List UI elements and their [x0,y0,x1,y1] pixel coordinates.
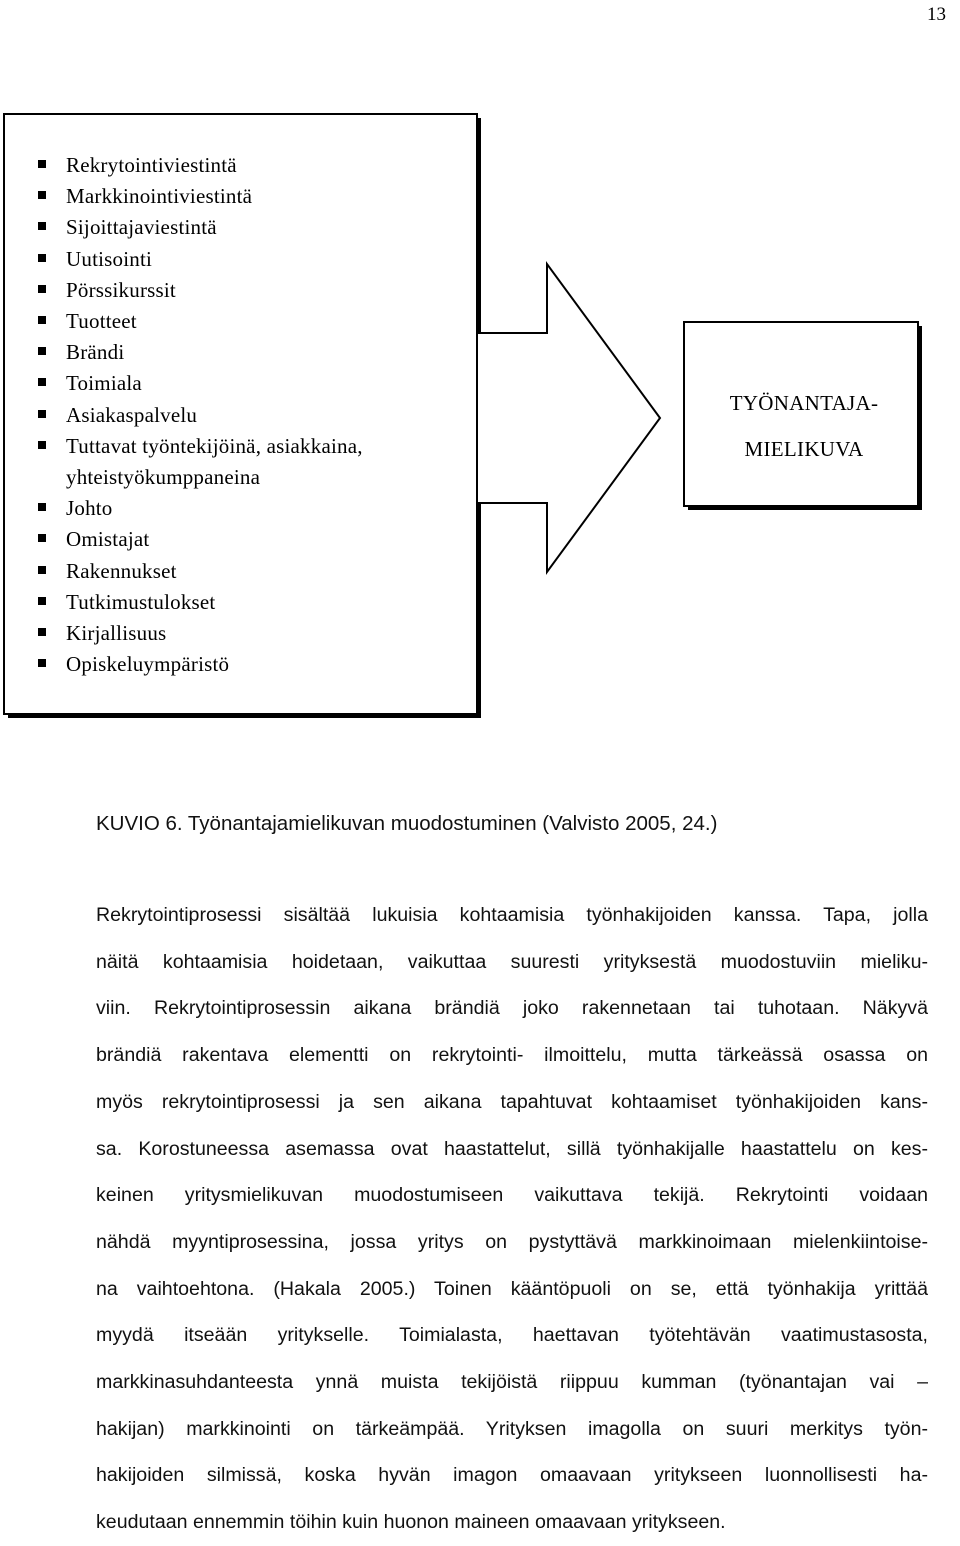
factor-list-item-label: Kirjallisuus [66,621,167,646]
factor-list-item [36,368,363,399]
square-bullet-icon [38,222,46,230]
factor-list-item-label: Opiskeluympäristö [66,652,230,677]
factor-list-item [36,587,363,618]
square-bullet-icon [38,534,46,542]
body-paragraph [96,892,928,1546]
factor-list-item [36,649,363,680]
square-bullet-icon [38,503,46,511]
factor-list-item-label: Pörssikurssit [66,277,176,302]
body-line: näitä kohtaamisia hoidetaan, vaikuttaa suuresti yrityksestä muodostuviin mieliku- [96,950,928,973]
factor-list-item-label: Omistajat [66,527,150,552]
square-bullet-icon [38,347,46,355]
factor-list-item [36,150,363,181]
square-bullet-icon [38,316,46,324]
factor-list-item-label: Johto [66,496,113,521]
factor-list [36,150,363,680]
square-bullet-icon [38,410,46,418]
target-line-1: TYÖNANTAJA- [729,391,879,415]
factor-list-item-label: Asiakaspalvelu [66,402,198,427]
square-bullet-icon [38,285,46,293]
body-line: brändiä rakentava elementti on rekrytointi- ilmoittelu, mutta tärkeässä osassa on [96,1044,928,1067]
factor-list-item [36,493,363,524]
factor-list-item-label: yhteistyökumppaneina [66,465,261,490]
body-line: Rekrytointiprosessi sisältää lukuisia kohtaamisia työnhakijoiden kanssa. Tapa, jolla [96,904,928,926]
body-line: myydä itseään yritykselle. Toimialasta, haettavan työtehtävän vaatimustasosta, [96,1324,928,1347]
square-bullet-icon [38,191,46,199]
factor-list-item-label: Rekrytointiviestintä [66,153,237,177]
factor-list-item [36,462,363,493]
body-line: hakijan) markkinointi on tärkeämpää. Yrityksen imagolla on suuri merkitys työn- [96,1417,928,1440]
arrow-shape [477,264,660,572]
factor-list-item-label: Tuotteet [66,309,137,334]
body-line: hakijoiden silmissä, koska hyvän imagon omaavaan yritykseen luonnollisesti ha- [96,1464,928,1487]
square-bullet-icon [38,160,46,168]
square-bullet-icon [38,597,46,605]
body-line: nähdä myyntiprosessina, jossa yritys on pystyttävä markkinoimaan mielenkiintoise- [96,1230,928,1253]
factor-list-item [36,556,363,587]
factor-list-item [36,244,363,275]
figure-caption: KUVIO 6. Työnantajamielikuvan muodostuminen (Valvisto 2005, 24.) [96,812,718,835]
body-line: sa. Korostuneessa asemassa ovat haastattelut, sillä työnhakijalle haastattelu on kes- [96,1137,928,1160]
square-bullet-icon [38,254,46,262]
body-line: keudutaan ennemmin töihin kuin huonon maineen omaavaan yritykseen. [96,1511,726,1534]
factor-list-item [36,212,363,243]
factor-list-item-label: Uutisointi [66,246,153,271]
square-bullet-icon [38,441,46,449]
square-bullet-icon [38,378,46,386]
body-line: myös rekrytointiprosessi ja sen aikana tapahtuvat kohtaamiset työnhakijoiden kans- [96,1090,928,1113]
page-number: 13 [927,4,946,25]
factor-list-item-label: Tutkimustulokset [66,589,216,614]
factor-list-item-label: Rakennukset [66,558,177,583]
factor-list-item [36,306,363,337]
body-line: na vaihtoehtona. (Hakala 2005.) Toinen kääntöpuoli on se, että työnhakija yrittää [96,1277,928,1300]
target-box-label [686,380,922,472]
factor-list-item-label: Sijoittajaviestintä [66,215,217,240]
factor-list-item [36,524,363,555]
factor-list-item-label: Brändi [66,340,125,365]
body-line: viin. Rekrytointiprosessin aikana brändiä joko rakennetaan tai tuhotaan. Näkyvä [96,997,928,1020]
factor-list-item [36,431,363,462]
factor-list-item [36,400,363,431]
figure-employer-image [0,0,960,760]
factor-list-item [36,275,363,306]
body-line: markkinasuhdanteesta ynnä muista tekijöistä riippuu kumman (työnantajan vai – [96,1371,928,1394]
factor-list-item-label: Toimiala [66,371,142,396]
factor-list-item [36,337,363,368]
square-bullet-icon [38,628,46,636]
square-bullet-icon [38,659,46,667]
target-line-2: MIELIKUVA [744,437,864,461]
factor-list-item-label: Tuttavat työntekijöinä, asiakkaina, [66,433,363,458]
factor-list-item [36,618,363,649]
square-bullet-icon [38,566,46,574]
factor-list-item-label: Markkinointiviestintä [66,184,253,209]
body-line: keinen yritysmielikuvan muodostumiseen vaikuttava tekijä. Rekrytointi voidaan [96,1184,928,1207]
factor-list-item [36,181,363,212]
